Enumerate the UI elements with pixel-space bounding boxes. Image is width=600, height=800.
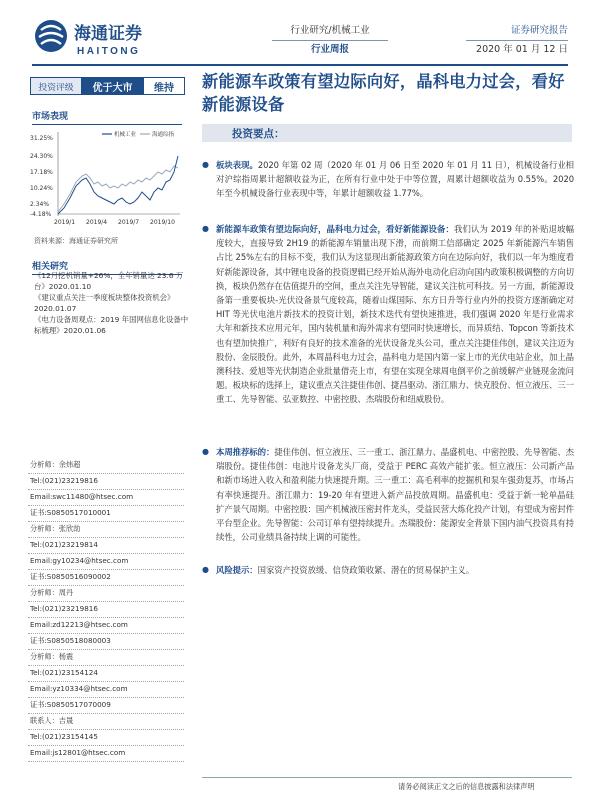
bullet-icon: ● [202, 565, 209, 574]
y-tick: -4.18% [30, 211, 52, 218]
para-text: 2020 年第 02 周（2020 年 01 月 06 日至 2020 年 01 月 11 日），机械设备行业相对沪综指周累计超额收益为正，在所有行业中处于中等位置，周累计超额收益为 0.55%。2020 年至今机械设备行业表现中等，年累计超额收益 1.77%。 [216, 160, 575, 199]
report-category: 行业研究/机械工业 [272, 22, 388, 41]
footer-divider [202, 777, 572, 778]
para-risk [202, 563, 574, 577]
header-divider [32, 64, 568, 66]
chart-source: 资料来源：海通证券研究所 [34, 237, 118, 245]
analyst-email[interactable]: Email:gy10234@htsec.com [28, 554, 184, 570]
contact-email[interactable]: Email:js12801@htsec.com [28, 746, 184, 762]
related-item[interactable]: 《建议重点关注一季度板块整体投资机会》2020.01.07 [34, 293, 175, 313]
y-tick: 31.25% [30, 135, 53, 142]
y-tick: 10.24% [30, 185, 53, 192]
para-sector-performance [202, 158, 574, 201]
header-right-block [466, 22, 568, 59]
analyst-name: 分析师：周丹 [28, 586, 184, 602]
rating-box [30, 77, 185, 95]
key-points-band [202, 124, 572, 142]
key-points-heading: 投资要点： [232, 128, 285, 140]
analyst-tel: Tel:(021)23219816 [28, 602, 184, 618]
analyst-tel: Tel:(021)23154124 [28, 666, 184, 682]
analyst-email[interactable]: Email:yz10334@htsec.com [28, 682, 184, 698]
analyst-name: 分析师：杨震 [28, 650, 184, 666]
bullet-icon: ● [202, 160, 209, 169]
related-list [34, 271, 192, 338]
brand-en: HAITONG [77, 46, 141, 57]
x-tick: 2019/4 [86, 219, 108, 226]
brand-cn: 海通证券 [74, 24, 142, 44]
footer-disclaimer: 请务必阅读正文之后的信息披露和法律声明 [398, 782, 535, 791]
contact-tel: Tel:(021)23154145 [28, 730, 184, 746]
haitong-logo [32, 16, 182, 58]
para-lead: 风险提示： [216, 565, 258, 575]
x-tick: 2019/1 [54, 219, 76, 226]
y-tick: 17.18% [30, 169, 53, 176]
para-new-energy [202, 222, 574, 407]
analyst-name: 分析师：张欣劼 [28, 522, 184, 538]
rating-value: 优于大市 [81, 78, 144, 94]
y-tick: 24.30% [30, 153, 53, 160]
legend-series2: 海通综指 [152, 132, 175, 138]
contact-name: 联系人：吉晟 [28, 714, 184, 730]
header-category-block [272, 22, 388, 59]
report-date: 2020 年 01 月 12 日 [476, 44, 568, 55]
analyst-email[interactable]: Email:zd12213@htsec.com [28, 618, 184, 634]
report-subcategory: 行业周报 [310, 44, 349, 55]
para-lead: 新能源车政策有望边际向好，晶科电力过会，看好新能源设备： [216, 224, 454, 234]
x-tick: 2019/7 [118, 219, 140, 226]
analyst-tel: Tel:(021)23219816 [28, 474, 184, 490]
analyst-cert: 证书:S0850516090002 [28, 570, 184, 586]
para-text: 捷佳伟创、恒立液压、三一重工、浙江鼎力、晶盛机电、中密控股、先导智能、杰瑞股份。捷佳伟创：电池片设备龙头厂商，受益于 PERC 高效产能扩张。恒立液压：公司新产品和新市场进入收入和盈利能力快速提升期。三一重工：高毛利率的挖掘机和泵车强劲复苏，市场占有率快速提升。浙江鼎力：19-20 年有望进入新产品投放周期。晶盛机电：受益于新一轮单晶硅扩产景气周期。中密控股：国产机械液压密封件龙头，受益民营大炼化投产计划，有望成为密封件平台型企业。先导智能：公司订单有望持续提升。杰瑞股份：能源安全背景下国内油气投资具有持续性，公司业绩具备持续上调的可能性。 [216, 447, 574, 543]
para-text: 国家资产投资放缓、信贷政策收紧、潜在的贸易保护主义。 [257, 565, 475, 575]
related-item[interactable]: 《电力设备周观点：2019 年国网信息化设备中标梳理》2020.01.06 [34, 315, 189, 335]
para-text: 我们认为 2019 年的补贴退坡幅度较大，直接导致 2H19 的新能源车销量出现下滑，而前期工信部确定 2025 年新能源汽车销售占比 25%左右的目标不变，我们认为这显现出新能源政策方向在边际向好，我们以一年为维度看好新能源设备，其中锂电设备的投资逻辑已经开始从海外电动化启动向国内政策积极调整的方向切换，板块仍然存在估值提升的空间，重点关注先导智能，建议关注杭可科技。另一方面，新能源设备第一重要板块-光伏设备景气度较高，随着山煤国际、东方日升等行业内外的投资方逐渐确定对 HIT 等光伏电池片新技术的投资计划，新技术迭代有望快速推进，我们强调 2020 年是行业需求大年和新技术应用元年，国内装机量和海外需求有望同时快速增长，而异质结、Topcon 等新技术也有望加快推广，利好有良好的技术准备的光伏设备龙头公司，重点关注捷佳伟创，建议关注迈为股份、金辰股份。此外，本周晶科电力过会，晶科电力是国内第一家上市的光伏电站企业，加上晶澳科技、爱旭等光伏制造企业批量借壳上市，有望在实现全球周电倒平价之前缓解产业链现金流问题。板块标的选择上，建议重点关注捷佳伟创、捷昌驱动、浙江鼎力、快克股份、恒立液压、三一重工、先导智能、弘亚数控、中密控股、杰瑞股份和纽威股份。 [216, 224, 574, 405]
analyst-cert: 证书:S0850518080003 [28, 634, 184, 650]
rating-trend: 维持 [154, 82, 174, 94]
related-item[interactable]: 《12月挖机销量+26%，全年销量达 23.6 万台》2020.01.10 [34, 271, 184, 291]
related-heading: 相关研究 [32, 259, 182, 275]
analyst-block [28, 458, 184, 762]
analyst-tel: Tel:(021)23219814 [28, 538, 184, 554]
analyst-name: 分析师：余炜超 [28, 458, 184, 474]
analyst-cert: 证书:S0850517010001 [28, 506, 184, 522]
para-lead: 板块表现。 [216, 160, 258, 170]
analyst-cert: 证书:S0850517070009 [28, 698, 184, 714]
para-lead: 本周推荐标的： [216, 447, 275, 457]
rating-label: 投资评级 [31, 78, 81, 94]
series-line-machinery [58, 156, 178, 214]
analyst-email[interactable]: Email:swc11480@htsec.com [28, 490, 184, 506]
market-chart [28, 126, 188, 234]
bullet-icon: ● [202, 447, 209, 456]
x-tick: 2019/10 [150, 219, 175, 226]
report-title: 新能源车政策有望边际向好，晶科电力过会，看好新能源设备 [202, 72, 565, 114]
legend-series1: 机械工业 [114, 132, 137, 138]
para-recommendations [202, 445, 574, 544]
market-heading: 市场表现 [32, 109, 182, 125]
y-tick: 2.34% [30, 201, 50, 208]
report-type: 证券研究报告 [466, 22, 568, 41]
bullet-icon: ● [202, 224, 209, 233]
